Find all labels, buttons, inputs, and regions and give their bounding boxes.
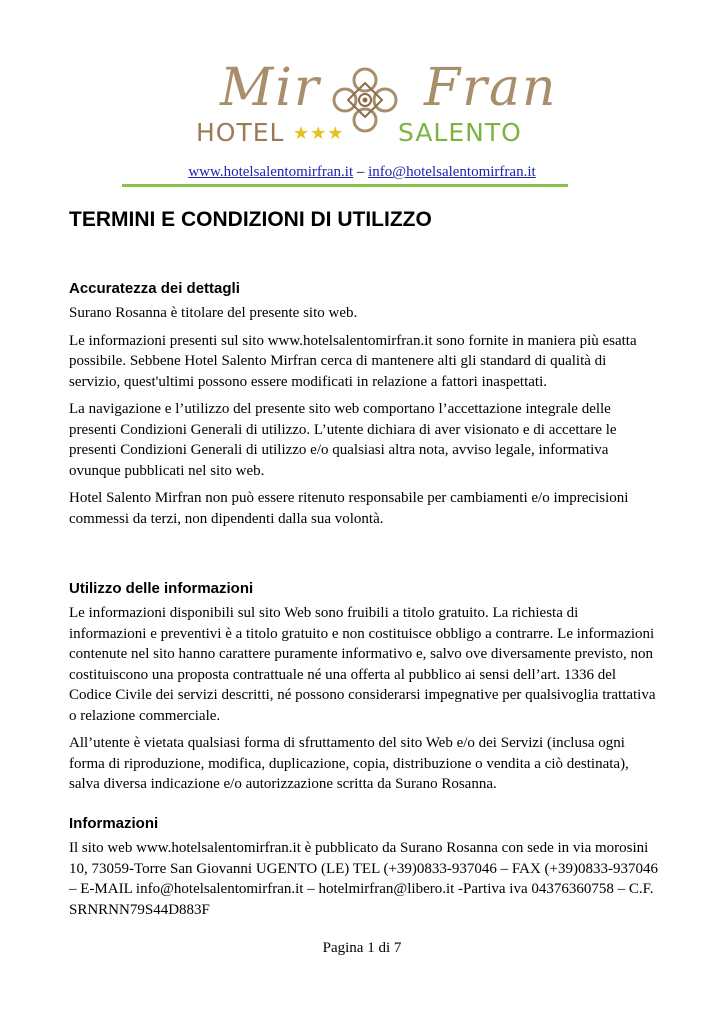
email-link[interactable]: info@hotelsalentomirfran.it	[368, 164, 536, 180]
page-number: Pagina 1 di 7	[322, 940, 402, 956]
header-divider	[122, 184, 568, 187]
paragraph: All’utente è vietata qualsiasi forma di sfruttamento del sito Web e/o dei Servizi (inclusa ogni forma di riproduzione, modifica, duplicazione, copia, distribuzione o vendita a ciò destinata), salva diversa indicazione e/o autorizzazione scritta da Surano Rosanna.	[69, 735, 629, 792]
section-heading: Utilizzo delle informazioni	[69, 580, 254, 597]
logo-script-mir: Mir	[220, 58, 321, 118]
section-informazioni	[69, 814, 659, 927]
website-link[interactable]: www.hotelsalentomirfran.it	[188, 164, 354, 180]
paragraph: Le informazioni presenti sul sito www.hotelsalentomirfran.it sono fornite in maniera più esatta possibile. Sebbene Hotel Salento Mirfran cerca di mantenere alti gli standard di qualità di servizio, quest'ultimi possono essere modificati in relazione a fattori inaspettati.	[69, 332, 637, 390]
paragraph: Surano Rosanna è titolare del presente sito web.	[69, 305, 358, 321]
section-utilizzo	[69, 579, 659, 802]
logo-script-fran: Fran	[424, 58, 558, 118]
logo-hotel-word: HOTEL	[196, 118, 285, 147]
contact-separator: –	[353, 164, 369, 180]
paragraph: La navigazione e l’utilizzo del presente sito web comportano l’accettazione integrale delle presenti Condizioni Generali di utilizzo. L’utente dichiara di aver visionato e di accettare le presenti Condizioni Generali di utilizzo e/o qualsiasi altra nota, avviso legale, informativa ovunque pubblicati nel sito web.	[69, 401, 617, 479]
section-heading: Informazioni	[69, 815, 159, 832]
document-title: TERMINI E CONDIZIONI DI UTILIZZO	[69, 208, 432, 231]
hotel-logo	[196, 58, 558, 154]
section-accuratezza	[69, 279, 659, 536]
logo-stars-icon: ★★★	[293, 123, 345, 144]
paragraph: Le informazioni disponibili sul sito Web sono fruibili a titolo gratuito. La richiesta di informazioni e preventivi è a titolo gratuito e non costituisce obbligo a contrarre. Le informazioni contenute nel sito hanno carattere puramente informativo e, salvo ove diversamente previsto, non costituiscono una proposta contrattuale né una offerta al pubblico ai sensi dell’art. 1336 del Codice Civile dei servizi descritti, né possono considerarsi impegnative per qualsivoglia trattativa o relazione commerciale.	[69, 605, 656, 724]
paragraph: Il sito web www.hotelsalentomirfran.it è pubblicato da Surano Rosanna con sede in via morosini 10, 73059-Torre San Giovanni UGENTO (LE) TEL (+39)0833-937046 – FAX (+39)0833-937046 – E-MAIL info@hotelsalentomirfran.it – hotelmirfran@libero.it -Partiva iva 04376360758 – C.F. SRNRNN79S44D883F	[69, 840, 658, 918]
paragraph: Hotel Salento Mirfran non può essere ritenuto responsabile per cambiamenti e/o imprecisioni commessi da terzi, non dipendenti dalla sua volontà.	[69, 490, 629, 527]
contact-line	[0, 162, 724, 182]
logo-salento-word: SALENTO	[398, 118, 522, 147]
section-heading: Accuratezza dei dettagli	[69, 280, 240, 297]
